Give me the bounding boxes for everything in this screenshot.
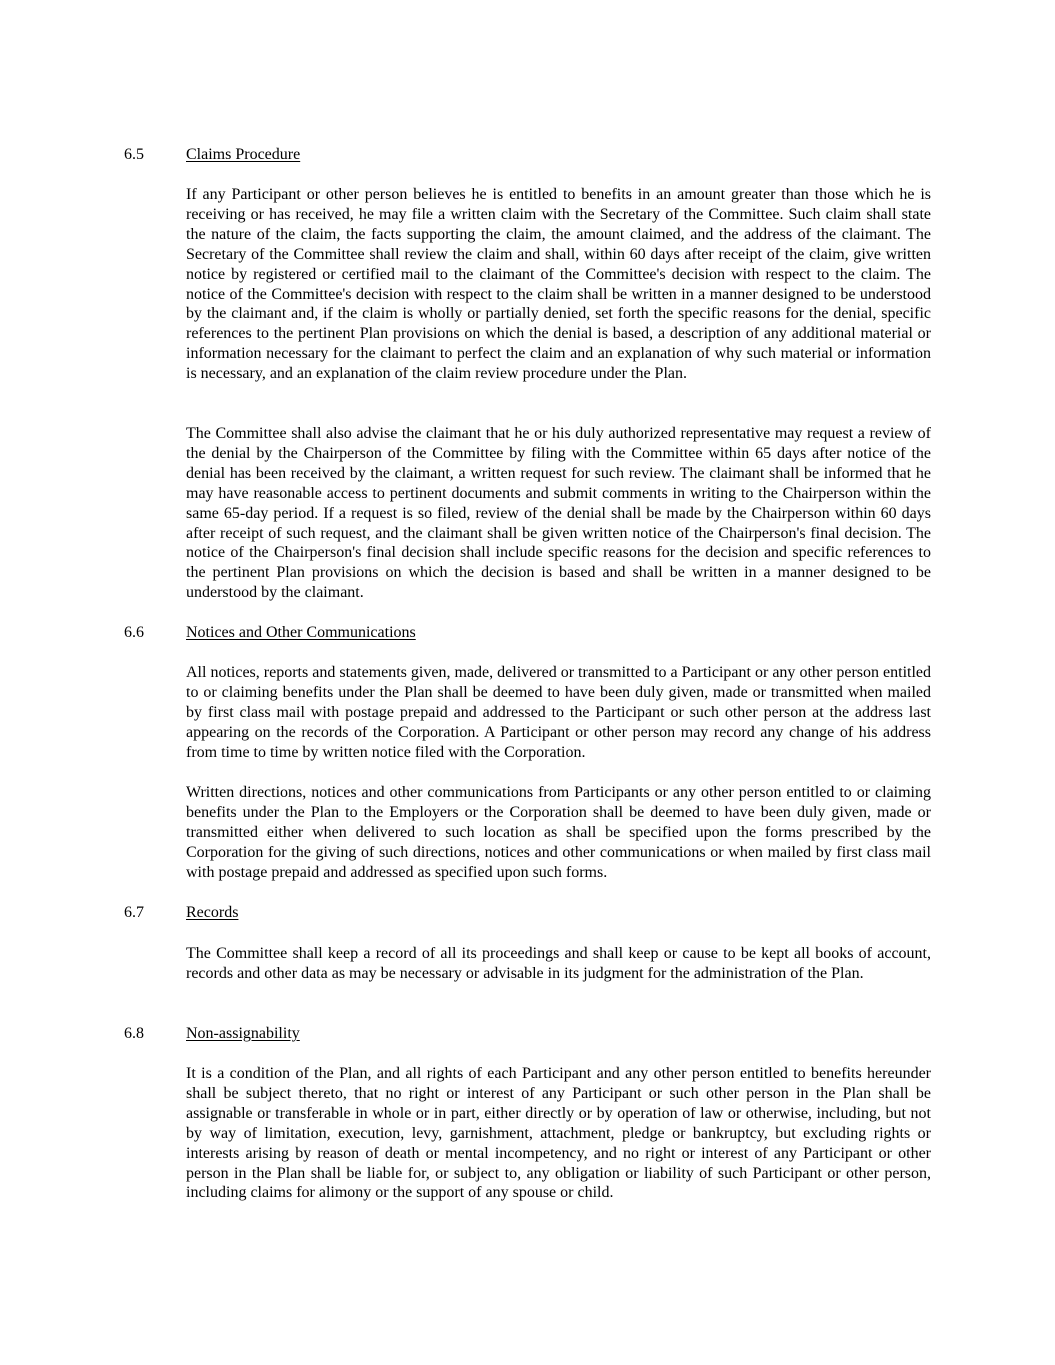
section-number: 6.5 (124, 146, 144, 163)
paragraph: The Committee shall keep a record of all its proceedings and shall keep or cause to be kept all books of account, records and other data as may be necessary or advisable in its judgment for the administration of the Plan. (186, 945, 931, 982)
paragraph: The Committee shall also advise the claimant that he or his duly authorized representative may request a review of the denial by the Chairperson of the Committee by filing with the Committee within 65 days after notice of the denial has been received by the claimant, a written request for such review. The claimant shall be informed that he may have reasonable access to pertinent documents and submit comments in writing to the Chairperson within the same 65-day period. If a request is so filed, review of the denial shall be made by the Chairperson within 60 days after receipt of such request, and the claimant shall be given written notice of the Chairperson's final decision. The notice of the Chairperson's final decision shall include specific reasons for the decision and specific references to the pertinent Plan provisions on which the decision is based and shall be written in a manner designed to be understood by the claimant. (186, 425, 931, 602)
paragraph: If any Participant or other person believes he is entitled to benefits in an amount greater than those which he is receiving or has received, he may file a written claim with the Secretary of the Committee. Such claim shall state the nature of the claim, the facts supporting the claim, the amount claimed, and the address of the claimant. The Secretary of the Committee shall review the claim and shall, within 60 days after receipt of the claim, give written notice by registered or certified mail to the claimant of the Committee's decision with respect to the claim. The notice of the Committee's decision with respect to the claim shall be written in a manner designed to be understood by the claimant and, if the claim is wholly or partially denied, set forth the specific reasons for the denial, specific references to the pertinent Plan provisions on which the denial is based, a description of any additional material or information necessary for the claimant to perfect the claim and an explanation of why such material or information is necessary, and an explanation of the claim review procedure under the Plan. (186, 186, 931, 383)
section-title: Claims Procedure (186, 146, 301, 163)
paragraph: All notices, reports and statements given, made, delivered or transmitted to a Participant or any other person entitled to or claiming benefits under the Plan shall be deemed to have been duly given, made or transmitted when mailed by first class mail with postage prepaid and addressed to the Participant or such other person at the address last appearing on the records of the Corporation. A Participant or other person may record any change of his address from time to time by written notice filed with the Corporation. (186, 664, 931, 761)
paragraph: It is a condition of the Plan, and all rights of each Participant and any other person entitled to benefits hereunder shall be subject thereto, that no right or interest of any Participant or such other person in the Plan shall be assignable or transferable in whole or in part, either directly or by operation of law or otherwise, including, but not by way of limitation, execution, levy, garnishment, attachment, pledge or bankruptcy, but excluding rights or interests arising by reason of death or mental incompetency, and no right or interest of any Participant or other person in the Plan shall be liable for, or subject to, any obligation or liability of such Participant or other person, including claims for alimony or the support of any spouse or child. (186, 1065, 931, 1202)
section-number: 6.8 (124, 1025, 144, 1042)
section-title: Non-assignability (186, 1025, 300, 1042)
section-title: Notices and Other Communications (186, 624, 416, 641)
section-number: 6.6 (124, 624, 144, 641)
section-title: Records (186, 904, 239, 921)
section-number: 6.7 (124, 904, 144, 921)
paragraph: Written directions, notices and other communications from Participants or any other person entitled to or claiming benefits under the Plan to the Employers or the Corporation shall be deemed to have been duly given, made or transmitted either when delivered to such location as shall be specified upon the forms prescribed by the Corporation for the giving of such directions, notices and other communications or when mailed by first class mail with postage prepaid and addressed as specified upon such forms. (186, 784, 931, 881)
